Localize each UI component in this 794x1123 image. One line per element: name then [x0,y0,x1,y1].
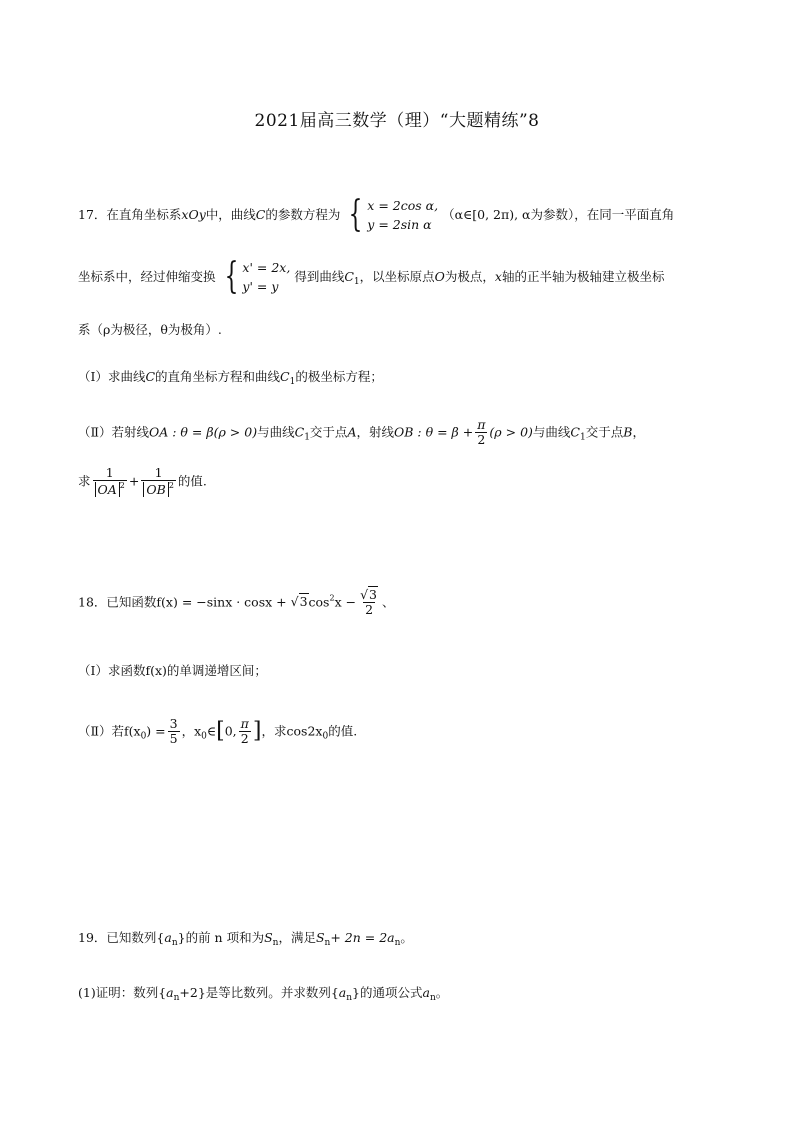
subscript: n [272,938,279,948]
p17-part-2 [78,418,645,448]
p17-text: ，以坐标原点 [359,268,435,284]
p18-math: cos [308,594,330,610]
p18-text: 已知函数 [106,594,157,610]
p17-math: C [145,369,156,384]
p17-text: 轴的正半轴为极轴建立极坐标 [501,268,665,284]
fraction [93,466,127,498]
p17-text: （Ⅱ）若射线 [78,424,149,440]
p18-text: ，求 [261,723,287,739]
subscript: n [346,993,353,1003]
p17-math: OB : θ = β + [393,424,474,440]
p19-math: a [166,985,174,1000]
denominator: 2 [477,432,486,448]
p18-text: 的值. [328,723,358,739]
p17-text: 的参数方程为 [265,206,341,222]
fraction [168,717,180,747]
subscript: n [394,938,401,948]
subscript: n [171,938,178,948]
p17-text: ， [632,424,645,440]
p18-part-1 [78,663,267,678]
fraction [239,717,251,747]
p18-number: 18． [78,594,107,610]
subscript: 1 [304,432,310,443]
denominator: 5 [169,731,178,747]
subscript: 1 [580,432,586,443]
plus: + [128,473,140,489]
p18-line-1 [78,588,395,618]
radicand: 3 [299,594,308,610]
p18-math: 0, [224,723,237,739]
p17-text: 的值. [177,473,207,489]
p17-math: A [347,424,357,440]
numerator: 1 [105,465,114,480]
p17-text: 与曲线 [532,424,571,440]
p17-math: x [494,268,502,284]
p17-math: C [280,369,290,384]
p17-line-3: 系（ρ为极径，θ为极角）. [78,322,222,337]
subscript: 0 [322,731,329,742]
p17-eq: x = 2cos α, [367,198,439,213]
p17-text: 坐标系中，经过伸缩变换 [78,268,216,284]
p17-math: C [344,268,354,284]
subscript: 1 [289,377,296,387]
fraction [475,418,487,448]
brace-open: { [330,985,339,1000]
p17-line-2 [78,258,665,297]
p19-text: 的通项公式 [359,985,423,1000]
p19-text: }是等比数列。并求数列 [197,985,331,1000]
brace-close: } [352,985,360,1000]
p18-text: （Ⅱ）若 [78,723,124,739]
numerator: 3 [169,716,178,731]
brace: { [348,194,363,236]
p18-math: cos2x [286,723,323,739]
subscript: 0 [140,731,147,742]
abs-oa: OA [95,482,120,497]
p17-eq: x' = 2x, [242,260,291,275]
numerator: π [477,417,486,432]
p19-math: +2 [179,985,198,1000]
p19-text: ，满足 [278,930,316,945]
p19-math: a [164,930,172,945]
p17-text: 的直角坐标方程和曲线 [155,369,281,384]
p17-math: C [255,206,266,222]
p17-math: xOy [181,206,206,222]
p17-text: 得到曲线 [294,268,345,284]
p18-math: f(x) [145,663,167,678]
p19-text: 。 [435,985,449,1000]
bracket: ] [252,718,262,744]
p18-text: 的单调递增区间； [166,663,267,678]
fraction [141,466,176,498]
p19-math: S [315,930,325,945]
subscript: n [429,993,436,1003]
superscript: 2 [329,593,335,603]
p17-number: 17． [78,206,107,222]
p17-part-2-cont [78,466,207,498]
p17-text: 中，曲线 [205,206,256,222]
p17-math: OA : θ = β(ρ > 0) [149,424,258,440]
p19-math: a [422,985,430,1000]
p17-math: B [623,424,633,440]
p18-math: ∈ [206,723,217,739]
p19-math: + 2n = 2a [330,930,395,945]
p17-text: （α∈[0, 2π), α为参数），在同一平面直角 [442,206,675,222]
p19-math: a [338,985,347,1000]
p17-text: （Ⅰ）求曲线 [78,369,146,384]
fraction: $\frac{√3}{2}$ [360,587,377,618]
p17-text: 与曲线 [257,424,295,440]
abs-ob: OB [143,482,168,497]
page-title: 2021届高三数学（理）“大题精练”8 [254,111,540,131]
p19-text: (1)证明：数列 [78,985,159,1000]
superscript: 2 [119,481,125,491]
brace: { [224,256,238,298]
p17-text: 在直角坐标系 [106,206,182,222]
p17-math: (ρ > 0) [489,424,533,440]
p18-math: ) = [146,723,166,739]
numerator: π [240,716,249,731]
p18-math: ，x [181,723,202,739]
brace-close: } [177,930,186,945]
p18-text: 、 [382,594,395,610]
p17-param-system [344,196,438,235]
p19-text: 。 [400,930,413,945]
p17-part-1 [78,369,383,388]
p19-text: 已知数列 [106,930,157,945]
p18-math: x − [334,594,357,610]
p19-math: S [264,930,273,945]
brace-open: { [158,985,167,1000]
p17-text: 求 [78,473,91,489]
bracket: [ [216,718,225,744]
p17-math: C [294,424,305,440]
p19-line-1 [78,930,413,949]
p19-text: 的前 n 项和为 [185,930,265,945]
p17-eq: y = 2sin α [367,217,432,233]
p17-text: 交于点 [309,424,348,440]
subscript: n [173,993,180,1003]
p17-math: C [570,424,580,440]
p17-eq: y' = y [242,279,279,295]
p17-text: 的极坐标方程； [295,369,383,384]
p17-line-1 [78,196,674,235]
p17-text: ，射线 [356,424,394,440]
numerator: 1 [154,465,163,480]
subscript: 0 [201,731,207,742]
p18-math: f(x [124,723,141,739]
p18-part-2 [78,717,357,747]
p17-transform-system [220,258,291,297]
brace-open: { [156,930,165,945]
denominator: 2 [240,731,249,747]
subscript: n [324,938,331,948]
p18-math: f(x) = −sinx · cosx + [156,594,287,610]
p17-math: O [434,268,445,284]
radicand: 3 [369,587,377,602]
p18-text: （Ⅰ）求函数 [78,663,146,678]
superscript: 2 [168,481,174,491]
p19-number: 19． [78,930,107,945]
p19-part-1 [78,985,448,1004]
subscript: 1 [353,276,360,287]
p17-text: 为极点， [444,268,495,284]
denominator: 2 [365,602,374,618]
sqrt: √3 [290,594,308,610]
p17-text: 交于点 [585,424,624,440]
